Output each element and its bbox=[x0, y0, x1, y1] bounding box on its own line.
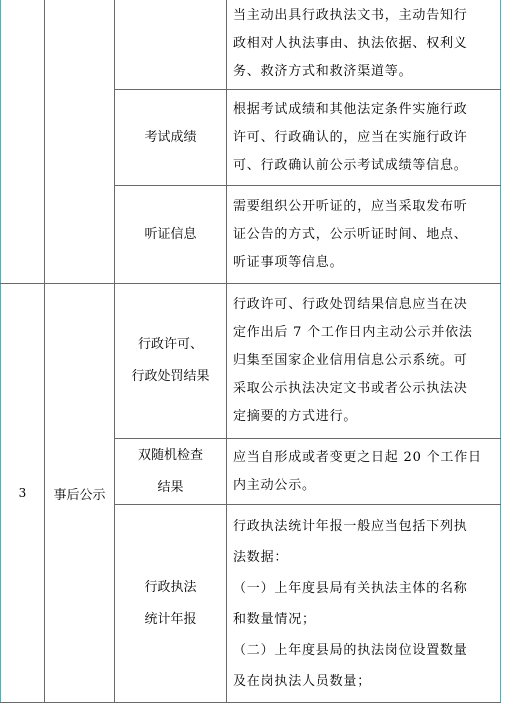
item-cell: 行政许可、 行政处罚结果 bbox=[115, 284, 227, 439]
item-cell: 双随机检查 结果 bbox=[115, 439, 227, 505]
description-cell: 当主动出具行政执法文书，主动告知行 政相对人执法事由、执法依据、权利义 务、救济方式和救济渠道等。 bbox=[227, 0, 501, 90]
table-row bbox=[1, 0, 501, 90]
table-row bbox=[1, 284, 501, 439]
description-cell: 应当自形成或者变更之日起 20 个工作日 内主动公示。 bbox=[227, 439, 501, 505]
item-cell: 行政执法 统计年报 bbox=[115, 505, 227, 703]
stage-cell-empty bbox=[45, 0, 115, 284]
stage-label: 事后公示 bbox=[45, 284, 115, 703]
item-cell bbox=[115, 0, 227, 90]
row-number: 3 bbox=[1, 284, 45, 703]
number-cell-empty bbox=[1, 0, 45, 284]
description-cell: 需要组织公开听证的，应当采取发布听 证公告的方式，公示听证时间、地点、 听证事项等信息。 bbox=[227, 186, 501, 284]
item-cell: 听证信息 bbox=[115, 186, 227, 284]
description-cell: 根据考试成绩和其他法定条件实施行政 许可、行政确认的，应当在实施行政许 可、行政确认前公示考试成绩等信息。 bbox=[227, 90, 501, 186]
description-cell: 行政许可、行政处罚结果信息应当在决 定作出后 7 个工作日内主动公示并依法 归集至国家企业信用信息公示系统。可 采取公示执法决定文书或者公示执法决 定摘要的方式进行。 bbox=[227, 284, 501, 439]
description-cell: 行政执法统计年报一般应当包括下列执 法数据： （一）上年度县局有关执法主体的名称 和数量情况； （二）上年度县局的执法岗位设置数量 及在岗执法人员数量； bbox=[227, 505, 501, 703]
item-cell: 考试成绩 bbox=[115, 90, 227, 186]
